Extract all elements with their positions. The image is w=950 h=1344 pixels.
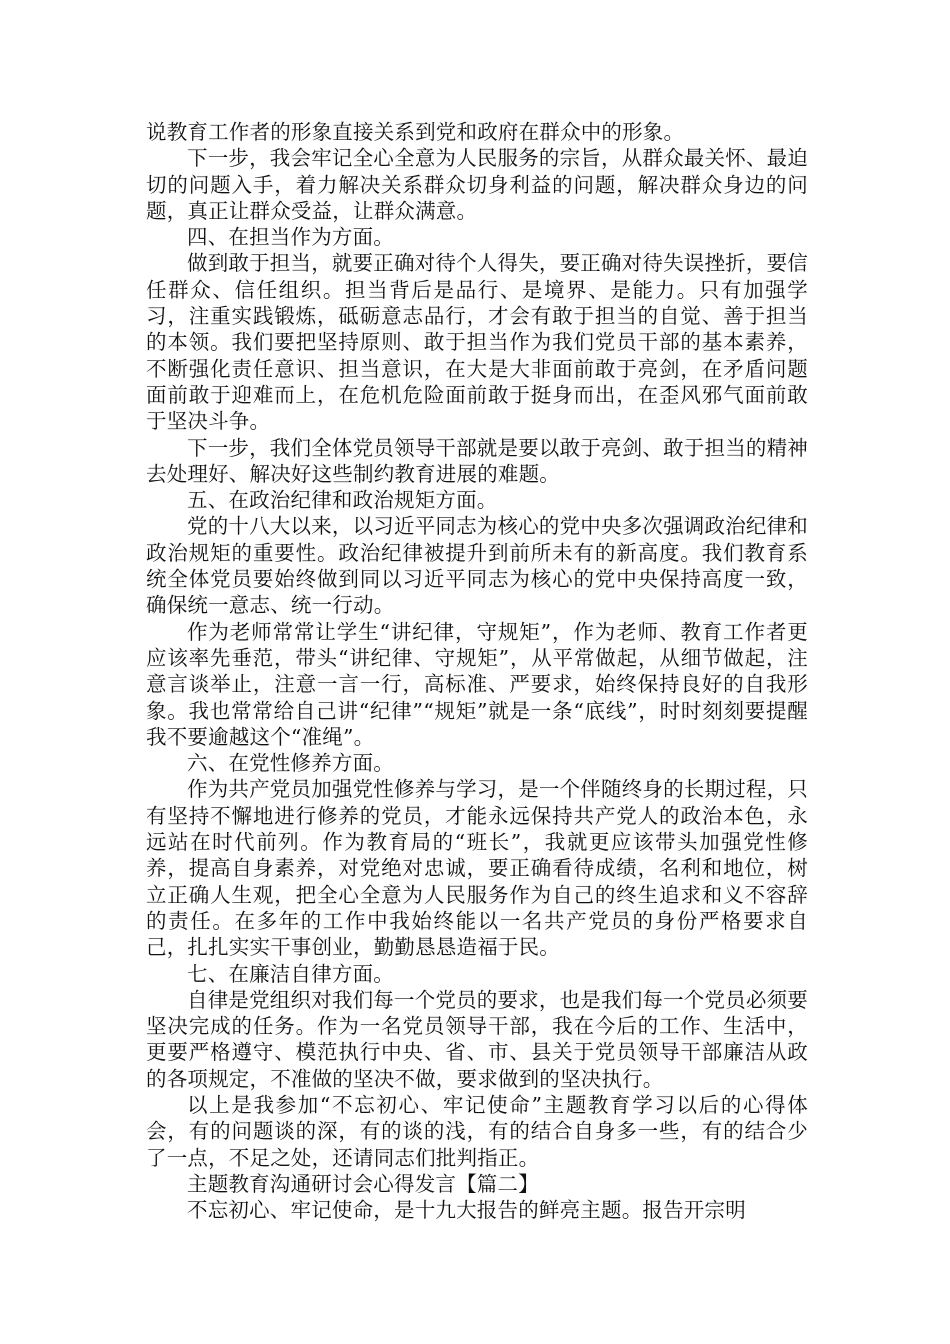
paragraph: 党的十八大以来，以习近平同志为核心的党中央多次强调政治纪律和政治规矩的重要性。政治纪律被提升到前所未有的新高度。我们教育系统全体党员要始终做到同以习近平同志为核心的党中央保持高度一致，确保统一意志、统一行动。 [146, 514, 808, 618]
paragraph: 不忘初心、牢记使命，是十九大报告的鲜亮主题。报告开宗明 [187, 1198, 746, 1223]
document-page [146, 119, 808, 1223]
paragraph: 自律是党组织对我们每一个党员的要求，也是我们每一个党员必须要坚决完成的任务。作为一名党员领导干部，我在今后的工作、生活中，更要严格遵守、模范执行中央、省、市、县关于党员领导干部廉洁从政的各项规定，不准做的坚决不做，要求做到的坚决执行。 [146, 987, 808, 1091]
paragraph: 作为共产党员加强党性修养与学习，是一个伴随终身的长期过程，只有坚持不懈地进行修养的党员，才能永远保持共产党人的政治本色，永远站在时代前列。作为教育局的“班长”，我就更应该带头加强党性修养，提高自身素养，对党绝对忠诚，要正确看待成绩，名利和地位，树立正确人生观，把全心全意为人民服务作为自己的终生追求和义不容辞的责任。在多年的工作中我始终能以一名共产党员的身份严格要求自己，扎扎实实干事创业，勤勤恳恳造福于民。 [146, 777, 808, 960]
section-heading: 五、在政治纪律和政治规矩方面。 [187, 488, 498, 513]
section-heading: 四、在担当作为方面。 [187, 225, 394, 250]
paragraph: 作为老师常常让学生“讲纪律，守规矩”，作为老师、教育工作者更应该率先垂范，带头“讲纪律、守规矩”，从平常做起，从细节做起，注意言谈举止，注意一言一行，高标准、严要求，始终保持良好的自我形象。我也常常给自己讲“纪律”“规矩”就是一条“底线”，时时刻刻要提醒我不要逾越这个“准绳”。 [146, 619, 808, 749]
paragraph: 做到敢于担当，就要正确对待个人得失，要正确对待失误挫折，要信任群众、信任组织。担当背后是品行、是境界、是能力。只有加强学习，注重实践锻炼，砥砺意志品行，才会有敢于担当的自觉、善于担当的本领。我们要把坚持原则、敢于担当作为我们党员干部的基本素养，不断强化责任意识、担当意识，在大是大非面前敢于亮剑，在矛盾问题面前敢于迎难而上，在危机危险面前敢于挺身而出，在歪风邪气面前敢于坚决斗争。 [146, 251, 808, 434]
paragraph: 下一步，我们全体党员领导干部就是要以敢于亮剑、敢于担当的精神去处理好、解决好这些制约教育进展的难题。 [146, 435, 808, 486]
paragraph: 说教育工作者的形象直接关系到党和政府在群众中的形象。 [146, 120, 685, 144]
chapter-title: 主题教育沟通研讨会心得发言【篇二】 [187, 1171, 539, 1196]
paragraph: 以上是我参加“不忘初心、牢记使命”主题教育学习以后的心得体会，有的问题谈的深，有的谈的浅，有的结合自身多一些，有的结合少了一点，不足之处，还请同志们批判指正。 [146, 1092, 808, 1170]
section-heading: 六、在党性修养方面。 [187, 751, 394, 776]
paragraph: 下一步，我会牢记全心全意为人民服务的宗旨，从群众最关怀、最迫切的问题入手，着力解决关系群众切身利益的问题，解决群众身边的问题，真正让群众受益，让群众满意。 [146, 146, 808, 223]
section-heading: 七、在廉洁自律方面。 [187, 961, 394, 986]
